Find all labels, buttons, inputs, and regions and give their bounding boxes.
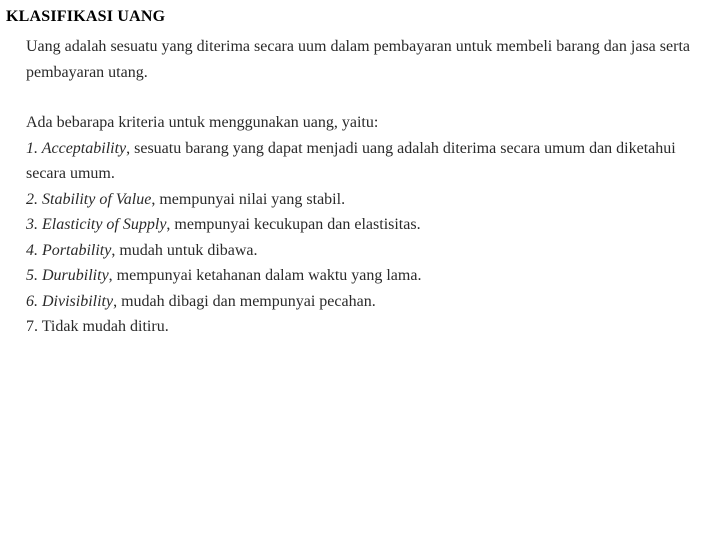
criteria-number: 7. xyxy=(26,318,38,335)
paragraph-gap xyxy=(26,85,690,110)
criteria-desc: , mudah untuk dibawa. xyxy=(111,241,258,259)
criteria-heading: Ada bebarapa kriteria untuk menggunakan uang, yaitu: xyxy=(26,114,379,131)
criteria-item-6 xyxy=(26,289,690,315)
criteria-number: 6. xyxy=(26,292,38,310)
criteria-term-text: Divisibility xyxy=(42,292,114,310)
criteria-item-7 xyxy=(26,314,690,340)
criteria-item-4 xyxy=(26,238,690,264)
criteria-number: 1. xyxy=(26,139,38,157)
content-body xyxy=(26,34,690,340)
criteria-item-3 xyxy=(26,212,690,238)
criteria-number: 2. xyxy=(26,190,38,208)
criteria-term-text: Portability xyxy=(42,241,112,259)
criteria-item-1 xyxy=(26,136,690,187)
criteria-term-text: Stability of Value xyxy=(42,190,152,208)
page-title: KLASIFIKASI UANG xyxy=(6,8,166,25)
criteria-term xyxy=(26,242,111,259)
criteria-desc: , mempunyai ketahanan dalam waktu yang lama. xyxy=(108,267,422,284)
criteria-term-text: Durubility xyxy=(42,267,109,284)
criteria-number: 3. xyxy=(26,216,38,233)
criteria-term-text: Acceptability xyxy=(41,139,127,157)
criteria-desc: Tidak mudah ditiru. xyxy=(41,318,169,335)
criteria-desc: , mudah dibagi dan mempunyai pecahan. xyxy=(113,292,376,310)
intro-paragraph: Uang adalah sesuatu yang diterima secara uum dalam pembayaran untuk membeli barang dan jasa serta pembayaran utang. xyxy=(26,38,690,81)
criteria-term xyxy=(26,267,109,284)
criteria-term xyxy=(26,216,166,233)
criteria-item-5 xyxy=(26,263,690,289)
criteria-term-text: Elasticity of Supply xyxy=(42,216,167,233)
criteria-desc: , mempunyai kecukupan dan elastisitas. xyxy=(166,216,421,233)
criteria-number: 5. xyxy=(26,267,38,284)
criteria-desc: , mempunyai nilai yang stabil. xyxy=(151,190,346,208)
criteria-term xyxy=(26,191,151,208)
criteria-desc: , sesuatu barang yang dapat menjadi uang adalah diterima secara umum dan diketahui secara umum. xyxy=(26,139,676,182)
criteria-term xyxy=(26,293,113,310)
criteria-number: 4. xyxy=(26,241,38,259)
criteria-term xyxy=(26,140,126,157)
criteria-item-2 xyxy=(26,187,690,213)
